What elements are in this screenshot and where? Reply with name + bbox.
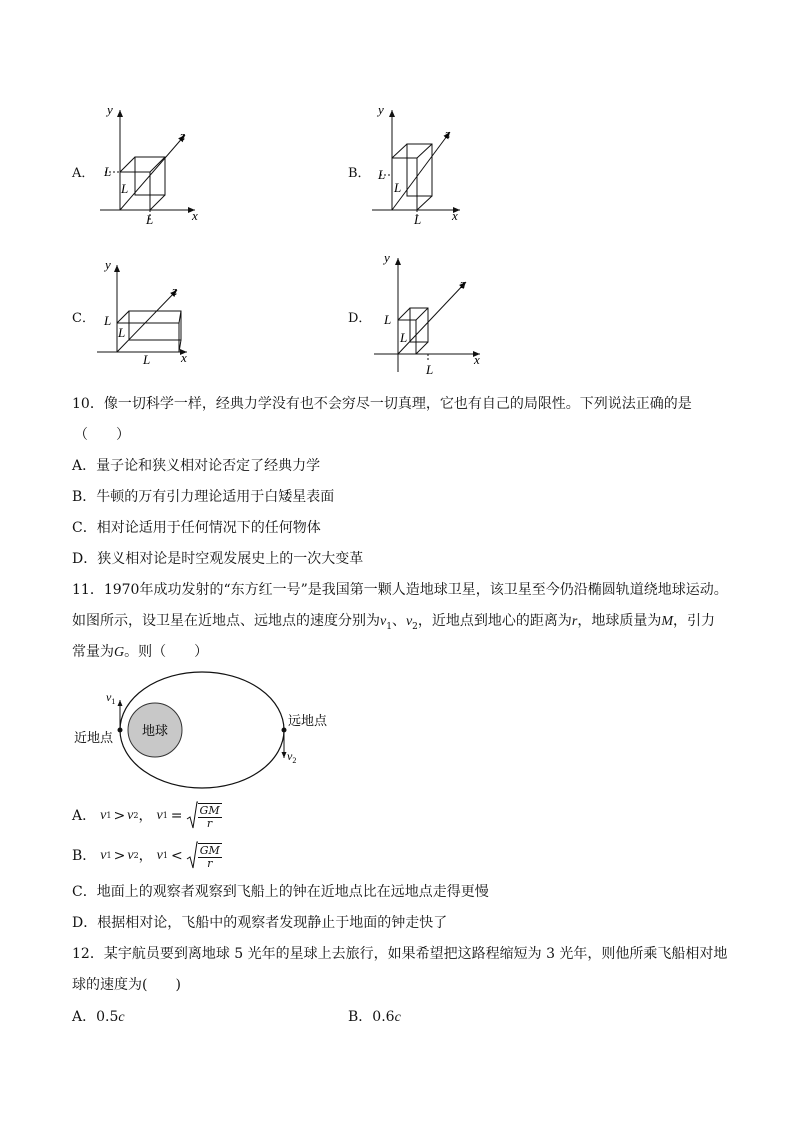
- z-axis: [117, 290, 177, 352]
- q11-stem-line2: 如图所示，设卫星在近地点、远地点的速度分别为$v_1$、$v_2$，近地点到地心的距离为r，地球质量为M，引力: [72, 613, 716, 632]
- l-x-label: L: [426, 362, 434, 377]
- q12-option-b: B．0.6c: [348, 1009, 401, 1025]
- q11-option-c: C．地面上的观察者观察到飞船上的钟在近地点比在远地点走得更慢: [72, 884, 489, 900]
- sqrt-gm-r: $\frac{GM}{r}$: [186, 801, 222, 831]
- diagram-b: [370, 100, 480, 230]
- q12-option-a: A．0.5c: [72, 1009, 125, 1025]
- y-label: y: [105, 257, 111, 272]
- option-d-letter: D．: [348, 311, 372, 326]
- q10-blank: （ ）: [74, 427, 130, 443]
- q11-stem-line1: 11．1970年成功发射的“东方红一号”是我国第一颗人造地球卫星，该卫星至今仍沿椭圆轨道绕地球运动。: [72, 582, 728, 598]
- option-b-letter: B．: [348, 166, 371, 181]
- diagram-d: [370, 250, 485, 380]
- earth-label: 地球: [141, 723, 169, 738]
- q11-option-a: A． v 1 > v 2 ， v 1 = $\frac{GM}{r}$: [72, 800, 222, 832]
- q12-stem-line1: 12．某宇航员要到离地球 5 光年的星球上去旅行，如果希望把这路程缩短为 3 光年，则他所乘飞船相对地: [72, 946, 728, 962]
- x-label: x: [474, 352, 480, 367]
- q10-option-c: C．相对论适用于任何情况下的任何物体: [72, 520, 321, 536]
- q11-option-d: D．根据相对论，飞船中的观察者发现静止于地面的钟走快了: [72, 915, 448, 931]
- orbit-figure: [68, 668, 338, 798]
- y-label: y: [107, 102, 113, 117]
- y-label: y: [378, 102, 384, 117]
- x-label: x: [452, 208, 458, 223]
- option-c-letter: C．: [72, 311, 95, 326]
- v2-label: $v_2$: [287, 749, 297, 765]
- l-x-label: L: [146, 212, 154, 227]
- l-y-label: L: [378, 167, 386, 182]
- l-mid-label: L: [400, 330, 408, 345]
- q12-stem-line2: 球的速度为( ): [72, 977, 181, 993]
- l-mid-label: L: [394, 180, 402, 195]
- z-label: z: [172, 283, 178, 298]
- cube-back: [129, 311, 181, 340]
- sqrt-gm-r: $\frac{GM}{r}$: [186, 841, 222, 871]
- q10-option-a: A．量子论和狭义相对论否定了经典力学: [72, 458, 321, 474]
- q10-stem: 10．像一切科学一样，经典力学没有也不会穷尽一切真理，它也有自己的局限性。下列说法正确的是: [72, 396, 692, 412]
- z-label: z: [460, 276, 466, 291]
- l-y-label: L: [104, 164, 112, 179]
- q11-stem-line3: 常量为G。则（ ）: [72, 644, 209, 660]
- q11-option-b: B． v 1 > v 2 ， v 1 < $\frac{GM}{r}$: [72, 840, 222, 872]
- perigee-label: 近地点: [74, 730, 114, 745]
- l-x-label: L: [143, 352, 151, 367]
- cube-back: [407, 144, 432, 196]
- z-label: z: [445, 126, 451, 141]
- z-axis: [398, 282, 466, 354]
- diagram-a: [95, 100, 205, 230]
- l-y-label: L: [384, 312, 392, 327]
- option-a-letter: A．: [72, 166, 95, 181]
- q10-option-b: B．牛顿的万有引力理论适用于白矮星表面: [72, 489, 335, 505]
- l-x-label: L: [414, 212, 422, 227]
- q10-option-d: D．狭义相对论是时空观发展史上的一次大变革: [72, 551, 364, 567]
- l-mid-label: L: [118, 325, 126, 340]
- l-y-label: L: [104, 313, 112, 328]
- apogee-label: 远地点: [288, 713, 328, 728]
- cube-front: [117, 323, 179, 352]
- y-label: y: [384, 250, 390, 265]
- diagram-c: [95, 255, 205, 370]
- x-label: x: [192, 208, 198, 223]
- x-label: x: [181, 350, 187, 365]
- l-mid-label: L: [121, 181, 129, 196]
- v1-label: $v_1$: [106, 690, 116, 706]
- z-label: z: [180, 128, 186, 143]
